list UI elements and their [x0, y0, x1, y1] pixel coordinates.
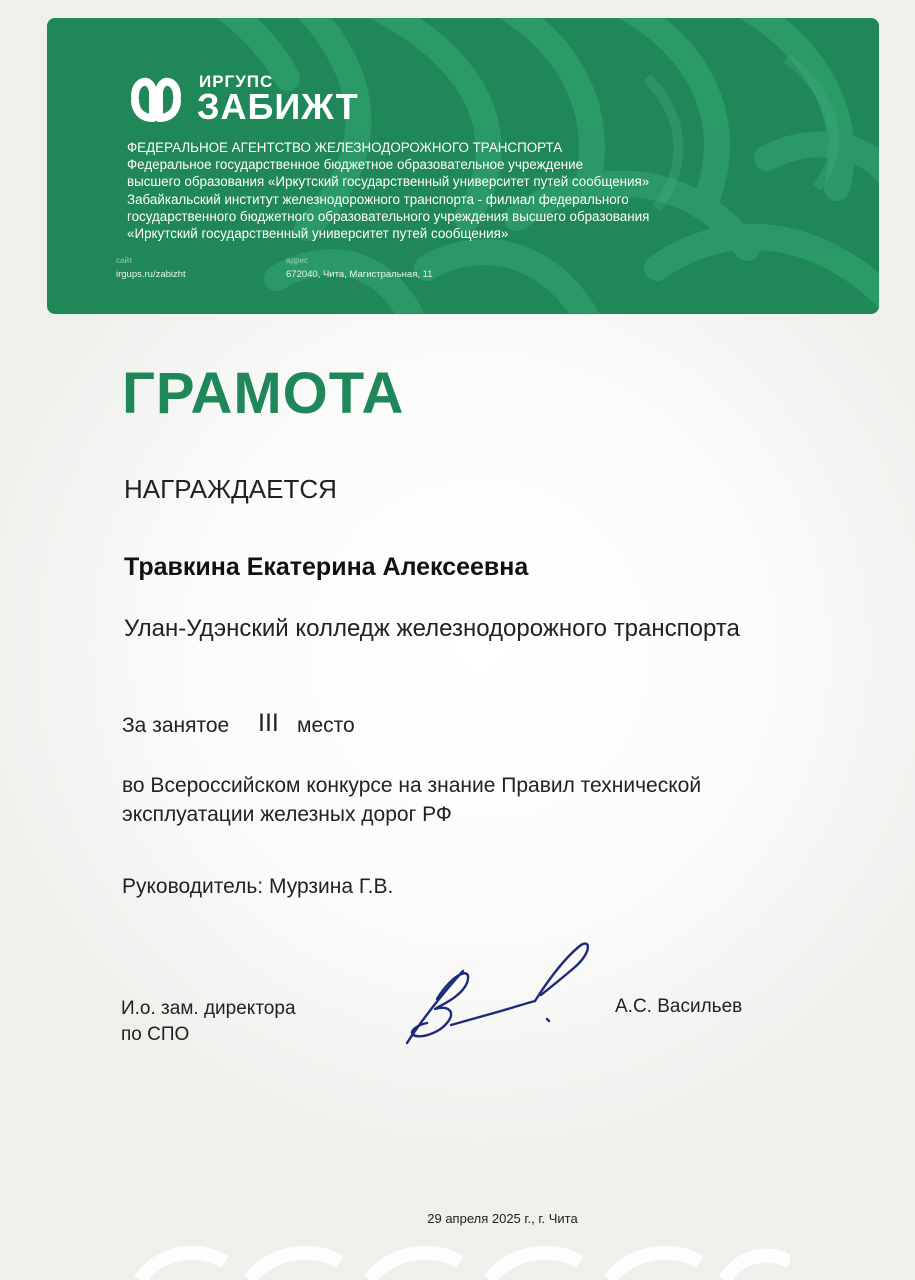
director-title-line: по СПО: [121, 1024, 190, 1045]
college-name: Улан-Удэнский колледж железнодорожного транспорта: [124, 615, 740, 642]
place-number: III: [258, 709, 279, 737]
logo-text-small: ИРГУПС: [199, 72, 274, 91]
signer-name: А.С. Васильев: [615, 996, 743, 1017]
site-value: irgups.ru/zabizht: [116, 269, 186, 280]
awarded-heading: НАГРАЖДАЕТСЯ: [124, 474, 337, 504]
director-title: [121, 996, 296, 1048]
organization-details: [127, 139, 827, 242]
org-line: высшего образования «Иркутский государственный университет путей сообщения»: [127, 174, 650, 190]
supervisor: Руководитель: Мурзина Г.В.: [122, 875, 394, 898]
contest-line: эксплуатации железных дорог РФ: [122, 803, 452, 826]
place-suffix: место: [297, 714, 355, 737]
signature-image: [395, 935, 595, 1050]
org-line: Федеральное государственное бюджетное образовательное учреждение: [127, 157, 584, 173]
org-line: Забайкальский институт железнодорожного транспорта - филиал федерального: [127, 191, 629, 207]
place-prefix: За занятое: [122, 714, 230, 737]
issue-date: 29 апреля 2025 г., г. Чита: [427, 1211, 578, 1226]
irgups-logo-icon: [127, 70, 185, 126]
recipient-name: Травкина Екатерина Алексеевна: [124, 553, 529, 581]
org-line: ФЕДЕРАЛЬНОЕ АГЕНТСТВО ЖЕЛЕЗНОДОРОЖНОГО ТРАНСПОРТА: [127, 140, 563, 155]
site-label: сайт: [116, 256, 133, 265]
header-banner: [47, 18, 879, 314]
org-line: «Иркутский государственный университет путей сообщения»: [127, 226, 509, 242]
org-line: государственного бюджетного образовательного учреждения высшего образования: [127, 208, 650, 224]
logo-text-big: ЗАБИЖТ: [197, 86, 359, 127]
certificate-title: ГРАМОТА: [122, 361, 405, 426]
footer-decoration: [130, 1232, 790, 1280]
contest-line: во Всероссийском конкурсе на знание Правил технической: [122, 774, 702, 797]
director-title-line: И.о. зам. директора: [121, 998, 296, 1019]
address-label: адрес: [286, 256, 309, 265]
contest-description: [122, 771, 842, 829]
address-value: 672040, Чита, Магистральная, 11: [286, 269, 433, 280]
